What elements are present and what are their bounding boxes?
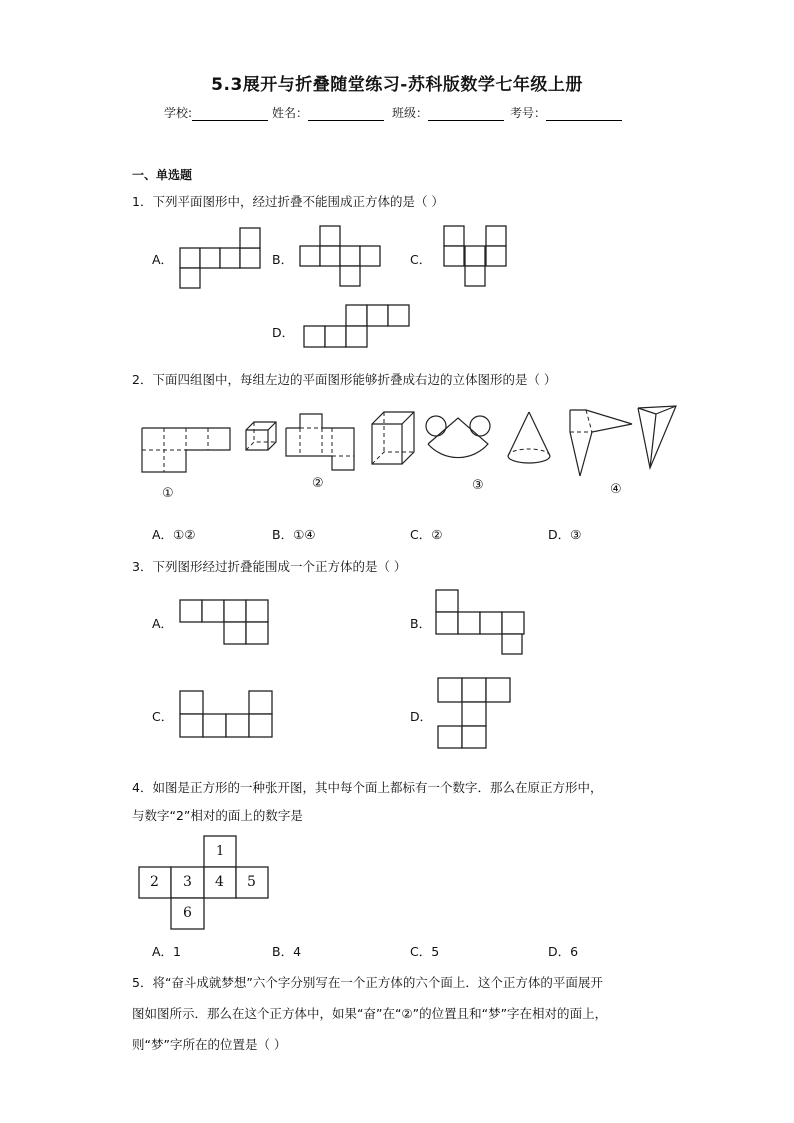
q3-option-b-net[interactable] bbox=[436, 590, 524, 656]
net-face-2: 2 bbox=[150, 874, 159, 890]
q2-option-a[interactable]: A．①② bbox=[152, 527, 196, 542]
class-blank[interactable] bbox=[428, 107, 504, 121]
page-title: 5.3展开与折叠随堂练习-苏科版数学七年级上册 bbox=[211, 75, 583, 95]
q2-figure-1-net bbox=[142, 428, 232, 474]
question-5-line-3: 则“梦”字所在的位置是（ ） bbox=[132, 1037, 287, 1052]
q4-number-net bbox=[139, 836, 270, 930]
q1-option-a-label: A． bbox=[152, 252, 174, 267]
q1-option-c-net[interactable] bbox=[444, 226, 508, 288]
q3-option-a-label: A． bbox=[152, 616, 174, 631]
school-blank[interactable] bbox=[192, 107, 268, 121]
school-label: 学校: bbox=[164, 106, 193, 120]
q1-option-b-label: B． bbox=[272, 252, 294, 267]
question-4-line-2: 与数字“2”相对的面上的数字是 bbox=[132, 808, 303, 823]
q2-figure-2-net bbox=[286, 414, 356, 472]
name-field bbox=[272, 104, 384, 121]
question-5-line-1: 5．将“奋斗成就梦想”六个字分别写在一个正方体的六个面上．这个正方体的平面展开 bbox=[132, 975, 603, 990]
question-3-text: 3．下列图形经过折叠能围成一个正方体的是（ ） bbox=[132, 559, 407, 574]
q1-option-d-net[interactable] bbox=[304, 305, 410, 347]
q2-figure-3-net bbox=[424, 414, 494, 464]
q2-option-c[interactable]: C．② bbox=[410, 527, 443, 542]
q1-option-c-label: C． bbox=[410, 252, 432, 267]
q3-option-d-label: D． bbox=[410, 709, 433, 724]
net-face-1: 1 bbox=[216, 844, 225, 859]
exam-no-blank[interactable] bbox=[546, 107, 622, 121]
section-heading: 一、单选题 bbox=[132, 168, 193, 182]
q3-option-c-net[interactable] bbox=[180, 691, 274, 739]
q4-option-b[interactable]: B．4 bbox=[272, 944, 302, 959]
class-field bbox=[392, 104, 504, 121]
name-label: 姓名： bbox=[272, 106, 309, 120]
q2-figure-2-label: ② bbox=[312, 476, 324, 491]
q2-figure-4-label: ④ bbox=[610, 482, 622, 497]
name-blank[interactable] bbox=[308, 107, 384, 121]
question-1-text: 1．下列平面图形中，经过折叠不能围成正方体的是（ ） bbox=[132, 194, 444, 209]
q2-figure-4-net bbox=[566, 408, 636, 478]
question-2-text: 2．下面四组图中，每组左边的平面图形能够折叠成右边的立体图形的是（ ） bbox=[132, 372, 557, 387]
q2-figure-1-cube bbox=[246, 422, 278, 452]
question-5-line-2: 图如图所示．那么在这个正方体中，如果“奋”在“②”的位置且和“梦”字在相对的面上， bbox=[132, 1006, 608, 1021]
q1-option-a-net[interactable] bbox=[180, 228, 260, 288]
net-face-6: 6 bbox=[183, 905, 192, 921]
q1-option-b-net[interactable] bbox=[300, 226, 380, 286]
q1-option-d-label: D． bbox=[272, 325, 295, 340]
q2-option-b[interactable]: B．①④ bbox=[272, 527, 316, 542]
q2-figure-2-prism bbox=[372, 412, 416, 466]
q2-option-d[interactable]: D．③ bbox=[548, 527, 582, 542]
q3-option-c-label: C． bbox=[152, 709, 174, 724]
net-face-3: 3 bbox=[183, 874, 192, 890]
question-4-line-1: 4．如图是正方形的一种张开图，其中每个面上都标有一个数字．那么在原正方形中， bbox=[132, 780, 603, 795]
q4-option-a[interactable]: A．1 bbox=[152, 944, 182, 959]
q2-figure-4-pyramid bbox=[636, 404, 680, 470]
q2-figure-3-label: ③ bbox=[472, 478, 484, 493]
exam-no-label: 考号： bbox=[510, 106, 547, 120]
net-face-4: 4 bbox=[215, 874, 224, 890]
q3-option-d-net[interactable] bbox=[438, 678, 512, 750]
net-face-5: 5 bbox=[247, 874, 256, 890]
school-field bbox=[164, 104, 268, 121]
q3-option-a-net[interactable] bbox=[180, 600, 268, 646]
exam-no-field bbox=[510, 104, 622, 121]
q4-option-c[interactable]: C．5 bbox=[410, 944, 440, 959]
q2-figure-1-label: ① bbox=[162, 486, 174, 501]
q4-option-d[interactable]: D．6 bbox=[548, 944, 579, 959]
q2-figure-3-cone bbox=[506, 412, 552, 468]
q3-option-b-label: B． bbox=[410, 616, 432, 631]
class-label: 班级： bbox=[392, 106, 429, 120]
